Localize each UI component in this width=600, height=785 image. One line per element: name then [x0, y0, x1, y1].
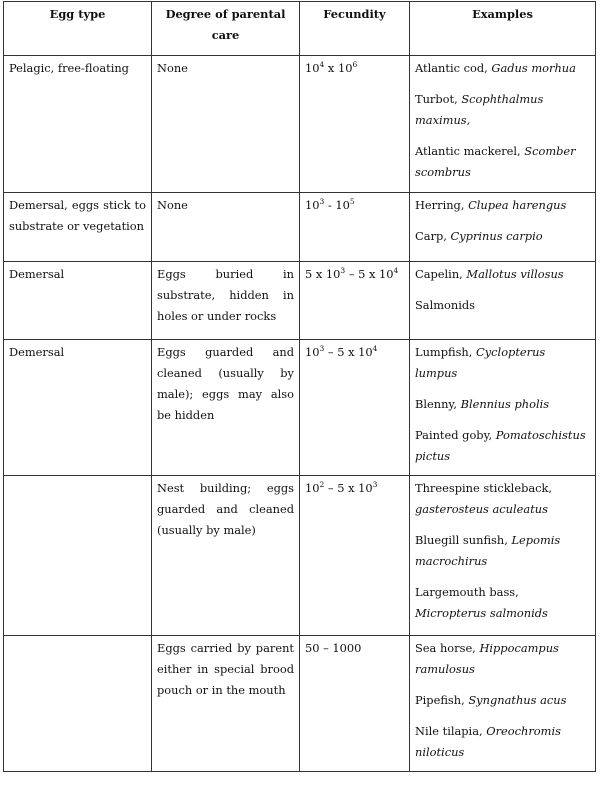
fecundity-base-a: 10 [305, 198, 320, 212]
example-species [415, 721, 590, 763]
species-latin-name: Oreochromis niloticus [415, 724, 561, 759]
fecundity-separator: – 5 x 10 [324, 481, 373, 495]
table-row [4, 636, 596, 772]
cell-parental-care: None [152, 56, 300, 193]
fecundity-base-a: 10 [305, 481, 320, 495]
example-species [415, 195, 590, 216]
example-species [415, 638, 590, 680]
example-species [415, 89, 590, 131]
cell-fecundity [300, 340, 410, 476]
fecundity-exponent-a: 3 [319, 344, 325, 354]
cell-parental-care: None [152, 193, 300, 262]
species-latin-name: Scomber scombrus [415, 144, 576, 179]
species-latin-name: Lepomis macrochirus [415, 533, 561, 568]
species-common-name: Turbot, [415, 92, 462, 106]
fecundity-exponent-a: 4 [319, 60, 325, 70]
cell-fecundity [300, 193, 410, 262]
table-row [4, 340, 596, 476]
table-row [4, 56, 596, 193]
cell-egg-type: Pelagic, free-floating [4, 56, 152, 193]
cell-fecundity [300, 636, 410, 772]
example-species [415, 582, 590, 624]
species-latin-name: Scophthalmus maximus, [415, 92, 544, 127]
species-latin-name: Clupea harengus [468, 198, 567, 212]
species-latin-name: Pomatoschistus pictus [415, 428, 586, 463]
cell-examples [410, 476, 596, 636]
table-row [4, 476, 596, 636]
species-common-name: Painted goby, [415, 428, 496, 442]
species-latin-name: Hippocampus ramulosus [415, 641, 559, 676]
species-common-name: Blenny, [415, 397, 461, 411]
fecundity-base-a: 10 [305, 345, 320, 359]
example-species [415, 58, 590, 79]
table-row [4, 193, 596, 262]
species-latin-name: Syngnathus acus [468, 693, 567, 707]
species-latin-name: Cyprinus carpio [450, 229, 543, 243]
fecundity-exponent-b: 4 [393, 266, 399, 276]
species-common-name: Lumpfish, [415, 345, 477, 359]
example-species [415, 478, 590, 520]
cell-egg-type [4, 476, 152, 636]
cell-egg-type: Demersal, eggs stick to substrate or vegetation [4, 193, 152, 262]
species-latin-name: gasterosteus aculeatus [415, 502, 548, 516]
cell-fecundity [300, 476, 410, 636]
species-common-name: Atlantic cod, [415, 61, 492, 75]
species-latin-name: Blennius pholis [460, 397, 550, 411]
header-parental-care: Degree of parental care [152, 2, 300, 56]
fecundity-base-a: 5 x 10 [305, 267, 341, 281]
egg-type-table [3, 1, 596, 772]
fecundity-base-a: 50 – 1000 [305, 641, 362, 655]
header-examples: Examples [410, 2, 596, 56]
fecundity-exponent-b: 6 [352, 60, 358, 70]
species-common-name: Threespine stickleback, [415, 481, 553, 495]
cell-parental-care: Eggs carried by parent either in special brood pouch or in the mouth [152, 636, 300, 772]
fecundity-exponent-b: 4 [372, 344, 378, 354]
example-species [415, 226, 590, 247]
example-species [415, 425, 590, 467]
example-species [415, 530, 590, 572]
cell-parental-care: Eggs guarded and cleaned (usually by male); eggs may also be hidden [152, 340, 300, 476]
cell-egg-type [4, 636, 152, 772]
example-species [415, 141, 590, 183]
species-common-name: Largemouth bass, [415, 585, 519, 599]
example-species [415, 295, 590, 316]
example-species [415, 342, 590, 384]
species-latin-name: Micropterus salmonids [415, 606, 548, 620]
fecundity-exponent-b: 3 [372, 480, 378, 490]
species-common-name: Nile tilapia, [415, 724, 487, 738]
header-egg-type: Egg type [4, 2, 152, 56]
cell-examples [410, 340, 596, 476]
cell-egg-type: Demersal [4, 340, 152, 476]
fecundity-separator: – 5 x 10 [324, 345, 373, 359]
cell-fecundity [300, 56, 410, 193]
cell-parental-care: Eggs buried in substrate, hidden in holes or under rocks [152, 262, 300, 340]
species-common-name: Sea horse, [415, 641, 480, 655]
fecundity-separator: – 5 x 10 [345, 267, 394, 281]
fecundity-exponent-b: 5 [349, 197, 355, 207]
fecundity-exponent-a: 3 [319, 197, 325, 207]
example-species [415, 690, 590, 711]
species-latin-name: Gadus morhua [491, 61, 576, 75]
fecundity-separator: x 10 [324, 61, 353, 75]
cell-examples [410, 193, 596, 262]
cell-parental-care: Nest building; eggs guarded and cleaned (usually by male) [152, 476, 300, 636]
cell-examples [410, 262, 596, 340]
fecundity-exponent-a: 2 [319, 480, 325, 490]
species-common-name: Bluegill sunfish, [415, 533, 512, 547]
species-latin-name: Cyclopterus lumpus [415, 345, 546, 380]
species-common-name: Salmonids [415, 298, 476, 312]
cell-egg-type: Demersal [4, 262, 152, 340]
cell-fecundity [300, 262, 410, 340]
fecundity-base-a: 10 [305, 61, 320, 75]
species-common-name: Herring, [415, 198, 469, 212]
header-row [4, 2, 596, 56]
fecundity-exponent-a: 3 [340, 266, 346, 276]
example-species [415, 264, 590, 285]
species-common-name: Carp, [415, 229, 451, 243]
fecundity-separator: - 10 [324, 198, 350, 212]
cell-examples [410, 56, 596, 193]
header-fecundity: Fecundity [300, 2, 410, 56]
table-row [4, 262, 596, 340]
cell-examples [410, 636, 596, 772]
example-species [415, 394, 590, 415]
species-common-name: Pipefish, [415, 693, 469, 707]
species-common-name: Atlantic mackerel, [415, 144, 525, 158]
species-latin-name: Mallotus villosus [466, 267, 564, 281]
species-common-name: Capelin, [415, 267, 467, 281]
